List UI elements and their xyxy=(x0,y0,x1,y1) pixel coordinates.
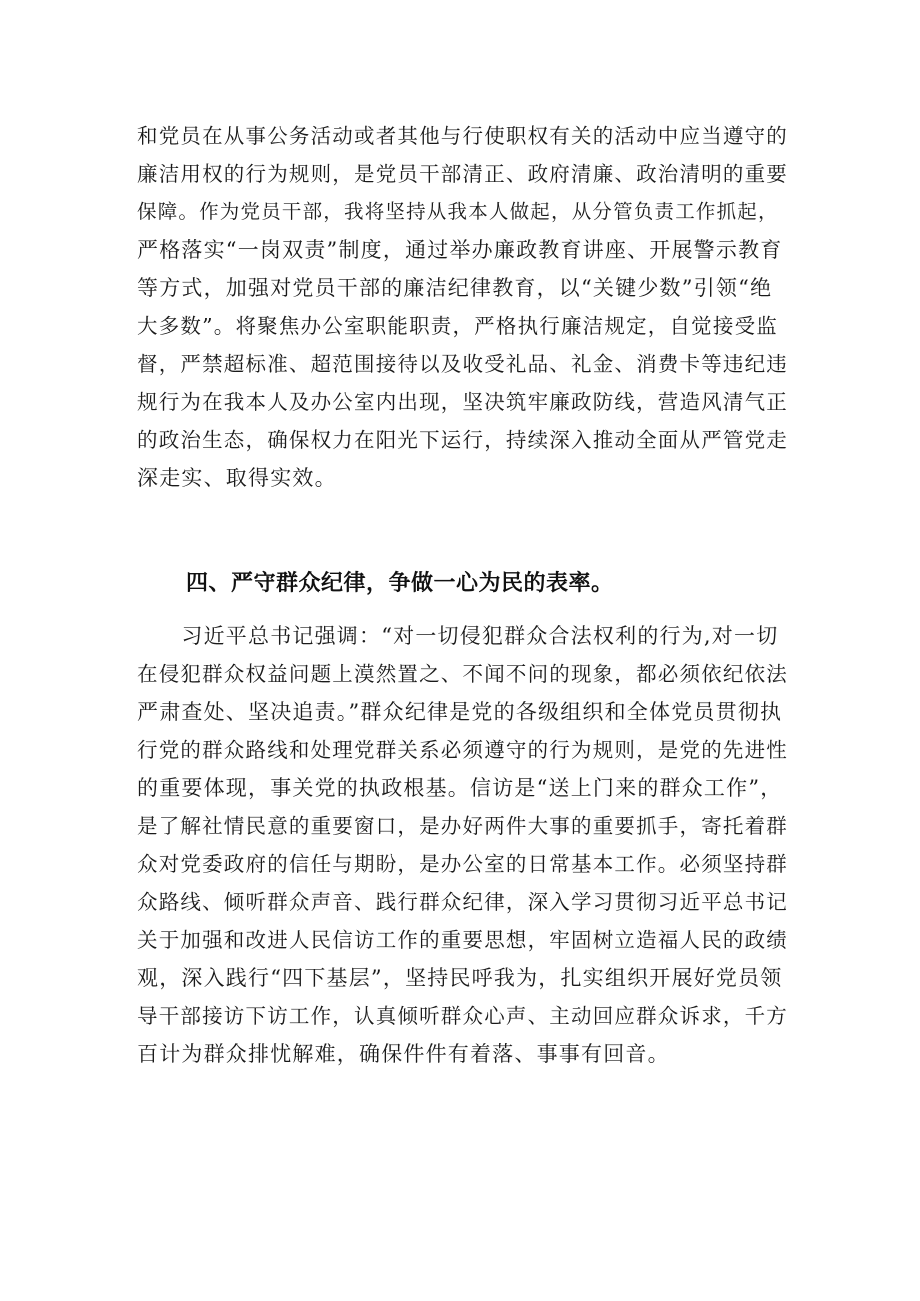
paragraph-line: 和党员在从事公务活动或者其他与行使职权有关的活动中应当遵守的 xyxy=(137,124,788,148)
paragraph-line: 保障。作为党员干部，我将坚持从我本人做起，从分管负责工作抓起， xyxy=(137,200,779,223)
paragraph-line: 导干部接访下访工作，认真倾听群众心声、主动回应群众诉求，千方 xyxy=(137,1004,788,1028)
paragraph-integrity-discipline xyxy=(137,117,787,497)
paragraph-line: 观，深入践行“四下基层”，坚持民呼我为，扎实组织开展好党员领 xyxy=(137,966,783,990)
paragraph-line: 众路线、倾听群众声音、践行群众纪律，深入学习贯彻习近平总书记 xyxy=(137,890,788,914)
paragraph-line: 的政治生态，确保权力在阳光下运行，持续深入推动全面从严管党走 xyxy=(137,428,788,452)
paragraph-line: 是了解社情民意的重要窗口，是办好两件大事的重要抓手，寄托着群 xyxy=(137,814,788,838)
paragraph-line: 督，严禁超标准、超范围接待以及收受礼品、礼金、消费卡等违纪违 xyxy=(137,352,788,376)
paragraph-line: 严格落实“一岗双责”制度，通过举办廉政教育讲座、开展警示教育 xyxy=(137,238,783,262)
paragraph-line: 廉洁用权的行为规则，是党员干部清正、政府清廉、政治清明的重要 xyxy=(137,162,788,186)
paragraph-line: 在侵犯群众权益问题上漠然置之、不闻不问的现象，都必须依纪依法 xyxy=(137,662,788,686)
paragraph-line: 深走实、取得实效。 xyxy=(137,466,337,490)
paragraph-line: 关于加强和改进人民信访工作的重要思想，牢固树立造福人民的政绩 xyxy=(137,928,788,952)
paragraph-line: 大多数”。将聚焦办公室职能职责，严格执行廉洁规定，自觉接受监 xyxy=(137,314,778,338)
paragraph-line: 规行为在我本人及办公室内出现，坚决筑牢廉政防线，营造风清气正 xyxy=(137,390,788,414)
paragraph-line: 严肃查处、坚决追责。”群众纪律是党的各级组织和全体党员贯彻执 xyxy=(137,700,783,724)
paragraph-line: 百计为群众排忧解难，确保件件有着落、事事有回音。 xyxy=(137,1042,670,1066)
section-heading: 四、严守群众纪律，争做一心为民的表率。 xyxy=(186,571,614,596)
paragraph-line: 习近平总书记强调：“对一切侵犯群众合法权利的行为,对一切 xyxy=(137,624,779,648)
paragraph-line: 行党的群众路线和处理党群关系必须遵守的行为规则，是党的先进性 xyxy=(137,738,788,762)
paragraph-line: 众对党委政府的信任与期盼，是办公室的日常基本工作。必须坚持群 xyxy=(137,852,788,876)
paragraph-line: 的重要体现，事关党的执政根基。信访是“送上门来的群众工作”， xyxy=(137,776,783,800)
paragraph-line: 等方式，加强对党员干部的廉洁纪律教育，以“关键少数”引领“绝 xyxy=(137,276,773,300)
paragraph-mass-discipline xyxy=(137,617,787,1073)
